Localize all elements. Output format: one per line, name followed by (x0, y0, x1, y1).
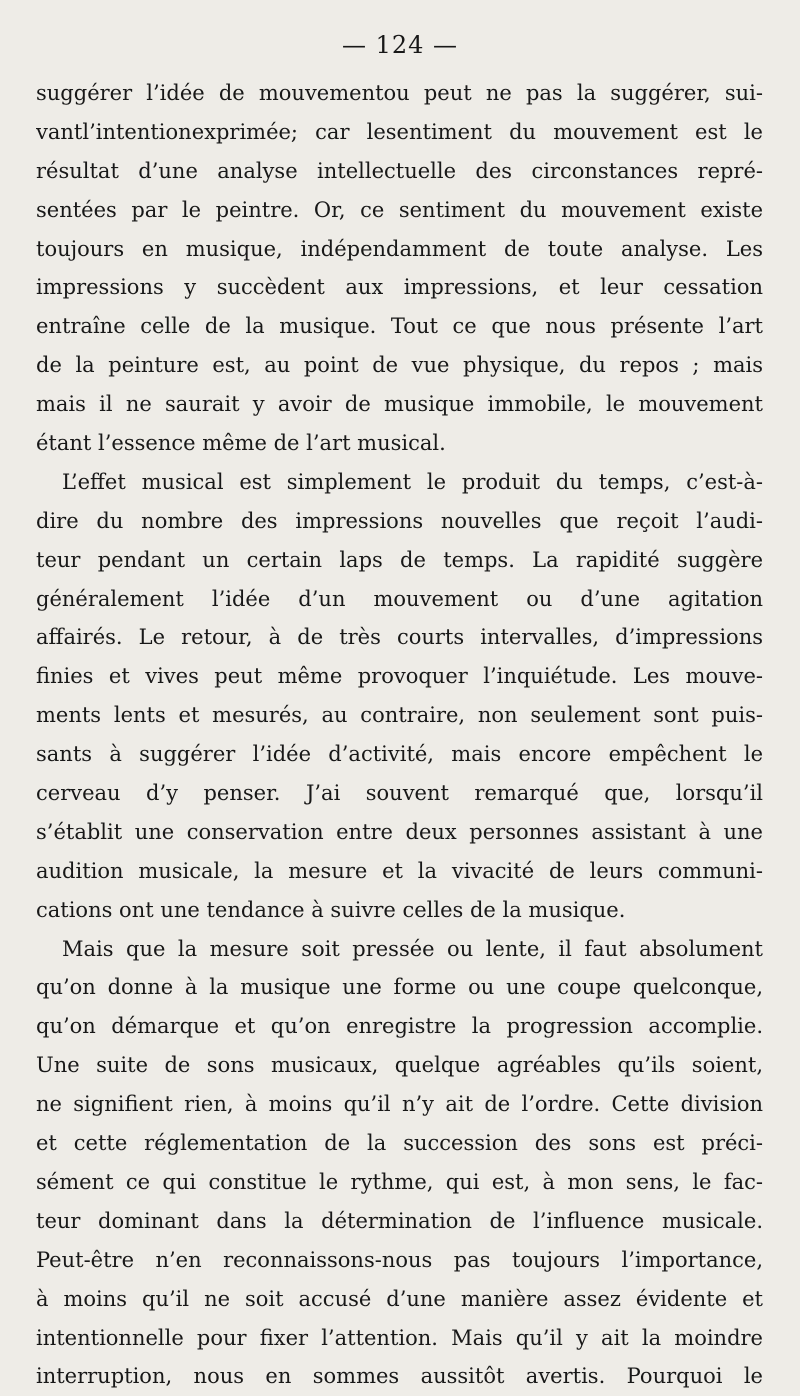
text-line: et cette réglementation de la succession des sons est préci- (36, 1131, 763, 1156)
text-line: intentionnelle pour fixer l’attention. Mais qu’il y ait la moindre (36, 1325, 763, 1350)
text-line: qu’on démarque et qu’on enregistre la progression accomplie. (36, 1014, 763, 1039)
text-line: teur dominant dans la détermination de l’influence musicale. (36, 1208, 763, 1233)
text-line: sément ce qui constitue le rythme, qui est, à mon sens, le fac- (36, 1169, 763, 1194)
text-line: étant l’essence même de l’art musical. (36, 431, 446, 456)
text-line: entraîne celle de la musique. Tout ce que nous présente l’art (36, 314, 763, 339)
text-line: sentées par le peintre. Or, ce sentiment du mouvement existe (36, 197, 763, 222)
text-line: L’effet musical est simplement le produit du temps, c’est-à- (62, 469, 763, 494)
text-line: sants à suggérer l’idée d’activité, mais encore empêchent le (36, 742, 763, 767)
text-line: toujours en musique, indépendamment de toute analyse. Les (36, 236, 763, 261)
text-line: mais il ne saurait y avoir de musique immobile, le mouvement (36, 392, 763, 417)
text-line: s’établit une conservation entre deux personnes assistant à une (36, 819, 763, 844)
body-text (36, 74, 763, 1396)
text-line: affairés. Le retour, à de très courts intervalles, d’impressions (36, 625, 763, 650)
text-line: résultat d’une analyse intellectuelle des circonstances repré- (36, 158, 763, 183)
text-line: ments lents et mesurés, au contraire, non seulement sont puis- (36, 703, 763, 728)
text-line: de la peinture est, au point de vue physique, du repos ; mais (36, 353, 763, 378)
text-line: vantl’intentionexprimée; car lesentiment du mouvement est le (36, 119, 763, 144)
text-line: finies et vives peut même provoquer l’inquiétude. Les mouve- (36, 664, 763, 689)
text-line: qu’on donne à la musique une forme ou une coupe quelconque, (36, 975, 763, 1000)
text-line: teur pendant un certain laps de temps. La rapidité suggère (36, 547, 763, 572)
text-line: Une suite de sons musicaux, quelque agréables qu’ils soient, (36, 1053, 763, 1078)
text-line: cations ont une tendance à suivre celles de la musique. (36, 897, 626, 922)
text-line: audition musicale, la mesure et la vivacité de leurs communi- (36, 858, 763, 883)
text-line: ne signifient rien, à moins qu’il n’y ait de l’ordre. Cette division (36, 1092, 763, 1117)
text-line: cerveau d’y penser. J’ai souvent remarqué que, lorsqu’il (36, 781, 763, 806)
text-line: généralement l’idée d’un mouvement ou d’une agitation (36, 586, 763, 611)
page-number: — 124 — (341, 31, 459, 59)
text-line: suggérer l’idée de mouvementou peut ne pas la suggérer, sui- (36, 81, 763, 105)
text-line: dire du nombre des impressions nouvelles que reçoit l’audi- (36, 508, 763, 533)
text-line: Mais que la mesure soit pressée ou lente, il faut absolument (62, 936, 763, 961)
text-line: impressions y succèdent aux impressions, et leur cessation (36, 275, 763, 300)
text-line: Peut-être n’en reconnaissons-nous pas toujours l’importance, (36, 1247, 763, 1272)
text-line: à moins qu’il ne soit accusé d’une manière assez évidente et (36, 1286, 763, 1311)
text-line: interruption, nous en sommes aussitôt avertis. Pourquoi le (36, 1364, 763, 1389)
